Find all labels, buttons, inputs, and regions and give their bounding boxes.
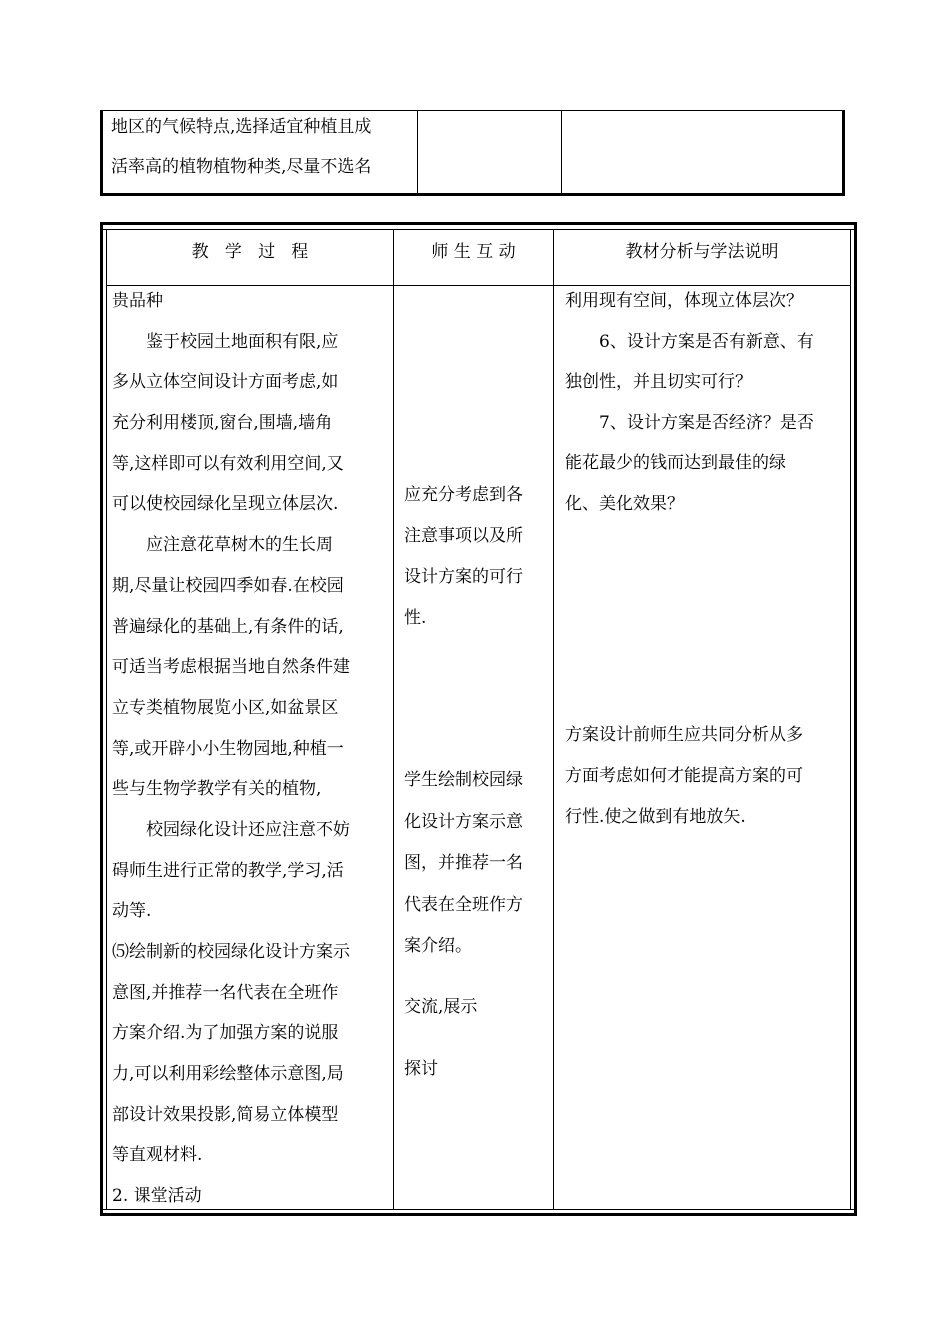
text-line: 能花最少的钱而达到最佳的绿 [565,453,786,473]
text-line: 动等. [112,901,152,922]
text-line: 贵品种 [112,291,163,311]
analysis-group-planning [565,715,855,838]
continued-table [100,110,845,196]
text-line: 等,或开辟小小生物园地,种植一 [112,738,344,759]
text-line: 化设计方案示意 [404,811,523,832]
text-line: 方面考虑如何才能提高方案的可 [565,766,803,786]
text-line: 些与生物学教学有关的植物, [112,779,322,800]
text-line: 多从立体空间设计方面考虑,如 [112,372,339,393]
text-line: 普遍绿化的基础上,有条件的话, [112,616,344,637]
text-line: 等直观材料. [112,1145,203,1166]
inner-border [103,229,854,230]
text-line: 充分利用楼顶,窗台,围墙,墙角 [112,413,333,434]
text-line: 应充分考虑到各 [404,485,523,505]
text-line: 代表在全班作方 [404,894,523,915]
text-line: 部设计效果投影,简易立体模型 [112,1104,339,1125]
text-line: 方案介绍.为了加强方案的说服 [112,1023,339,1044]
text-line: 7、设计方案是否经济？是否 [565,412,814,433]
column-divider [417,111,418,193]
header-material-analysis: 教材分析与学法说明 [625,242,779,262]
header-teacher-student-interaction: 师 生 互 动 [431,242,516,262]
text-line: 地区的气候特点,选择适宜种植且成 [111,117,372,137]
text-line: 意图,并推荐一名代表在全班作 [112,982,339,1003]
text-line: ⑸绘制新的校园绿化设计方案示 [112,942,350,962]
column-divider [393,229,394,1210]
interaction-exchange: 交流,展示 [404,997,478,1017]
header-teaching-process: 教 学 过 程 [191,242,309,262]
interaction-group-considerations [404,475,552,639]
column-divider [553,229,554,1210]
text-line: 2. 课堂活动 [112,1186,202,1207]
interaction-discuss: 探讨 [404,1059,438,1079]
text-line: 设计方案的可行 [404,567,523,587]
text-line: 性. [404,608,427,628]
text-line: 图，并推荐一名 [404,853,523,873]
text-line: 可以使校园绿化呈现立体层次. [112,494,339,515]
teaching-process-table [100,222,857,1216]
text-line: 6、设计方案是否有新意、有 [565,331,814,352]
text-line: 案介绍。 [404,936,472,956]
text-line: 立专类植物展览小区,如盆景区 [112,697,339,718]
text-line: 学生绘制校园绿 [404,770,523,790]
text-line: 应注意花草树木的生长周 [112,535,333,556]
text-line: 力,可以利用彩绘整体示意图,局 [112,1064,344,1085]
text-line: 化、美化效果？ [565,493,684,514]
text-line: 独创性，并且切实可行？ [565,372,752,392]
text-line: 注意事项以及所 [404,526,523,546]
text-line: 方案设计前师生应共同分析从多 [565,725,803,745]
text-line: 校园绿化设计还应注意不妨 [112,819,350,840]
text-line: 活率高的植物植物种类,尽量不选名 [111,157,372,177]
teaching-process-content [112,281,392,1217]
text-line: 等,这样即可以有效利用空间,又 [112,453,344,474]
text-line: 可适当考虑根据当地自然条件建 [112,657,350,678]
column-divider [561,111,562,193]
inner-border [106,229,107,1210]
text-line: 期,尽量让校园四季如春.在校园 [112,575,344,596]
analysis-group-criteria [565,281,855,524]
text-line: 鉴于校园土地面积有限,应 [112,331,339,352]
text-line: 行性.使之做到有地放矢. [565,807,746,827]
continued-cell-text [111,107,411,187]
interaction-group-drawing [404,760,552,968]
text-line: 碍师生进行正常的教学,学习,活 [112,860,344,881]
text-line: 利用现有空间，体现立体层次？ [565,291,803,311]
